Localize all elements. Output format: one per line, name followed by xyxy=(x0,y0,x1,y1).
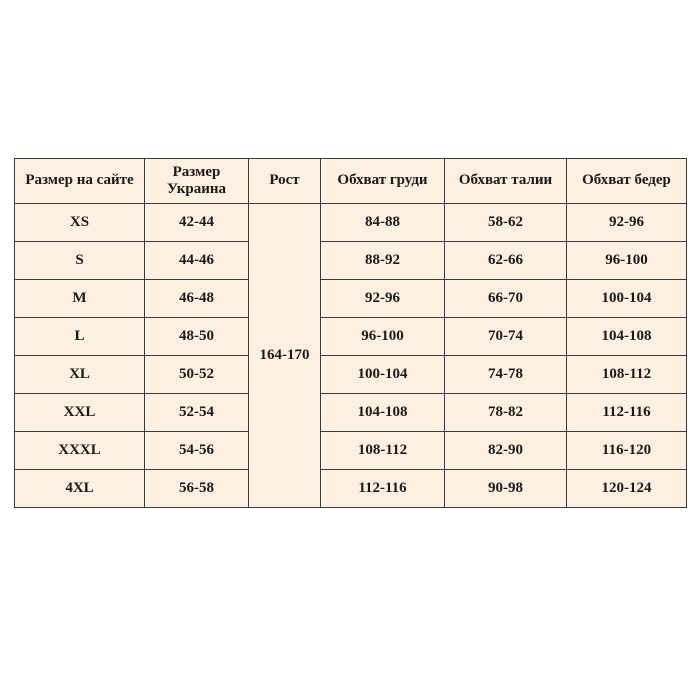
table-row xyxy=(15,356,687,394)
column-header-height: Рост xyxy=(249,159,321,204)
table-row xyxy=(15,204,687,242)
column-header-chest: Обхват груди xyxy=(321,159,445,204)
cell-hips: 96-100 xyxy=(567,242,687,280)
table-row xyxy=(15,280,687,318)
table-row xyxy=(15,432,687,470)
cell-chest: 84-88 xyxy=(321,204,445,242)
cell-site-size: 4XL xyxy=(15,470,145,508)
cell-waist: 74-78 xyxy=(445,356,567,394)
cell-site-size: XXXL xyxy=(15,432,145,470)
cell-site-size: M xyxy=(15,280,145,318)
size-chart-container xyxy=(14,158,686,508)
cell-ua-size: 48-50 xyxy=(145,318,249,356)
cell-ua-size: 46-48 xyxy=(145,280,249,318)
cell-hips: 92-96 xyxy=(567,204,687,242)
cell-waist: 90-98 xyxy=(445,470,567,508)
cell-waist: 78-82 xyxy=(445,394,567,432)
cell-chest: 92-96 xyxy=(321,280,445,318)
column-header-site-size: Размер на сайте xyxy=(15,159,145,204)
cell-chest: 108-112 xyxy=(321,432,445,470)
cell-hips: 108-112 xyxy=(567,356,687,394)
cell-hips: 104-108 xyxy=(567,318,687,356)
cell-site-size: L xyxy=(15,318,145,356)
cell-waist: 82-90 xyxy=(445,432,567,470)
cell-chest: 88-92 xyxy=(321,242,445,280)
cell-chest: 100-104 xyxy=(321,356,445,394)
cell-ua-size: 50-52 xyxy=(145,356,249,394)
cell-ua-size: 44-46 xyxy=(145,242,249,280)
cell-waist: 58-62 xyxy=(445,204,567,242)
cell-height-value: 164-170 xyxy=(249,204,321,508)
cell-waist: 70-74 xyxy=(445,318,567,356)
column-header-hips: Обхват бедер xyxy=(567,159,687,204)
cell-site-size: S xyxy=(15,242,145,280)
table-row xyxy=(15,470,687,508)
cell-hips: 116-120 xyxy=(567,432,687,470)
column-header-waist: Обхват талии xyxy=(445,159,567,204)
table-row xyxy=(15,394,687,432)
cell-hips: 120-124 xyxy=(567,470,687,508)
cell-hips: 100-104 xyxy=(567,280,687,318)
cell-site-size: XXL xyxy=(15,394,145,432)
cell-ua-size: 56-58 xyxy=(145,470,249,508)
cell-site-size: XS xyxy=(15,204,145,242)
column-header-ua-size: Размер Украина xyxy=(145,159,249,204)
cell-chest: 112-116 xyxy=(321,470,445,508)
table-row xyxy=(15,242,687,280)
cell-ua-size: 42-44 xyxy=(145,204,249,242)
cell-waist: 66-70 xyxy=(445,280,567,318)
size-chart-table xyxy=(14,158,687,508)
cell-ua-size: 52-54 xyxy=(145,394,249,432)
cell-ua-size: 54-56 xyxy=(145,432,249,470)
cell-site-size: XL xyxy=(15,356,145,394)
table-header-row xyxy=(15,159,687,204)
table-row xyxy=(15,318,687,356)
cell-hips: 112-116 xyxy=(567,394,687,432)
cell-waist: 62-66 xyxy=(445,242,567,280)
cell-chest: 96-100 xyxy=(321,318,445,356)
cell-chest: 104-108 xyxy=(321,394,445,432)
